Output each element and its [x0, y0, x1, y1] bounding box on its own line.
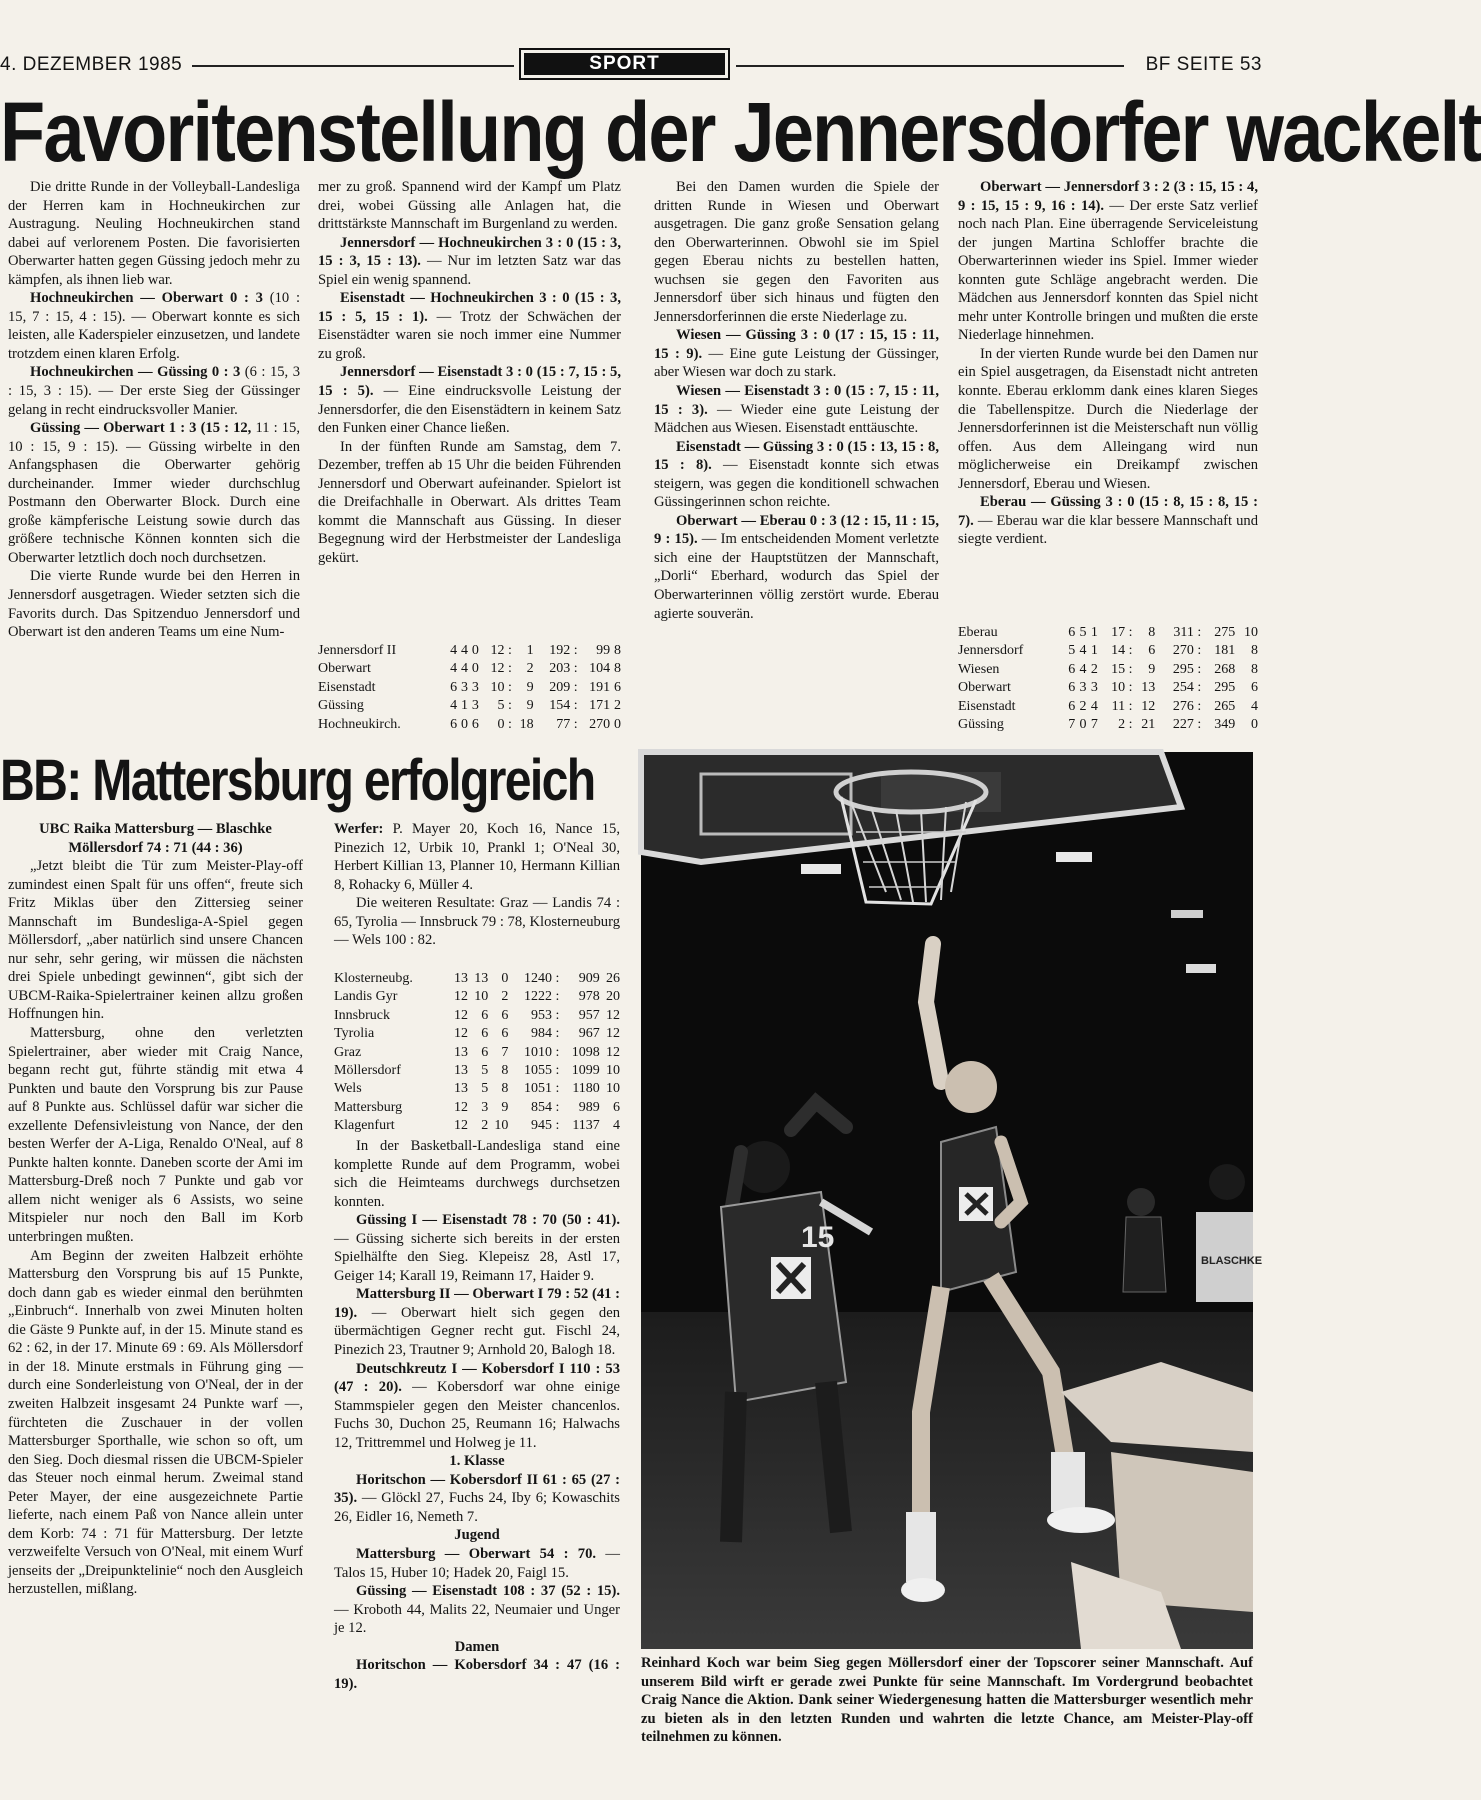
basketball-photo	[641, 752, 1263, 1649]
result-score: Oberwart — Jennersdorf 3 : 2 (3 : 15, 15 : 4, 9 : 15, 15 : 9, 16 : 14).	[958, 179, 1258, 214]
stat-cell: 12	[454, 1007, 469, 1023]
stat-cell: 18	[519, 716, 534, 732]
stat-cell: 6	[501, 1026, 509, 1042]
stat-cell: 209 :	[549, 679, 578, 695]
stat-cell: 3	[471, 698, 479, 714]
stat-cell: 6	[1068, 698, 1076, 714]
stat-cell: 275	[1214, 625, 1236, 640]
stat-cell: 4	[1251, 698, 1258, 714]
stat-cell: 6	[501, 1007, 509, 1023]
stat-cell: 268	[1214, 661, 1236, 677]
stat-cell: 8	[501, 1063, 509, 1079]
result-text: — Wieder eine gute Leistung der Mädchen aus Wiesen. Eisenstadt enttäuschte.	[654, 401, 940, 437]
result-paragraph	[334, 1360, 620, 1453]
stat-cell: 13	[454, 1063, 469, 1079]
stat-cell: 0 :	[497, 716, 512, 732]
stat-cell: 21	[1141, 717, 1156, 733]
result-score: Wiesen — Güssing 3 : 0 (17 : 15, 15 : 11, 15 : 9).	[654, 327, 939, 362]
paragraph: In der vierten Runde wurde bei den Damen nur ein Spiel ausgetragen, da Eisenstadt nicht antreten konnte. Eberau erklomm dank eines klaren Sieges die Tabellenspitze. Durch die Niederlage der Jennersdorferinnen ist die Meisterschaft nun völlig offen. Aus dem Alleingang wird nun möglicherweise ein Dreikampf zwischen Jennersdorf, Eberau und Wiesen.	[958, 345, 1258, 492]
subheading: Jugend	[454, 1527, 500, 1544]
stat-cell: 2	[614, 698, 621, 714]
stat-cell: 12	[606, 1044, 620, 1060]
stat-cell: 17 :	[1111, 625, 1133, 640]
stat-cell: 3	[471, 679, 479, 695]
result-paragraph	[958, 178, 1258, 345]
result-score: Hochneukirchen — Oberwart 0 : 3	[30, 290, 263, 307]
result-text: — Kroboth 44, Malits 22, Neumaier und Unger je 12.	[334, 1601, 620, 1637]
standings-row	[958, 642, 1258, 660]
result-text: — Trotz der Schwächen der Eisenstädter waren sie noch immer eine Nummer zu groß.	[318, 308, 622, 362]
article2-column-1	[8, 820, 303, 1599]
result-score: Mattersburg — Oberwart 54 : 70.	[356, 1546, 597, 1563]
stat-cell: 6	[481, 1044, 489, 1060]
standings-row	[318, 697, 621, 715]
stat-cell: 4	[1090, 698, 1098, 714]
result-text: — Güssing sicherte sich bereits in der ersten Spielhälfte den Sieg. Klepeisz 28, Astl 17, Geiger 14; Karall 19, Reimann 17, Haider 9.	[334, 1230, 620, 1284]
stat-cell: 5	[481, 1063, 489, 1079]
stat-cell: 5	[1068, 643, 1076, 659]
result-text: — Eberau war die klar bessere Mannschaft und siegte verdient.	[958, 512, 1258, 548]
stat-cell: 3	[460, 679, 468, 695]
team-name: Tyrolia	[334, 1026, 375, 1042]
result-paragraph	[334, 1545, 620, 1582]
team-name: Eisenstadt	[318, 679, 376, 695]
stat-cell: 5 :	[497, 698, 512, 714]
stat-cell: 6	[1251, 680, 1258, 696]
stat-cell: 1	[460, 698, 468, 714]
result-text: — Glöckl 27, Fuchs 24, Iby 6; Kowaschits 26, Eidler 16, Nemeth 7.	[334, 1490, 620, 1525]
stat-cell: 1	[1090, 643, 1098, 659]
result-text: (6 : 15, 3 : 15, 3 : 15). — Der erste Sieg der Güssinger gelang in recht eindrucksvoller Manier.	[8, 364, 300, 418]
paragraph: Bei den Damen wurden die Spiele der dritten Runde in Wiesen und Oberwart ausgetragen. Die ganz große Sensation gelang den Oberwarterinnen. Obwohl sie im Spiel gegen Eberau nichts zu bestellen hatten, wuchsen sie gegen den Favoriten aus Jennersdorf über sich hinaus und fügten den Jennersdorferinnen die erste Niederlage zu.	[654, 179, 939, 325]
paragraph: Am Beginn der zweiten Halbzeit erhöhte Mattersburg den Vorsprung bis auf 15 Punkte, doch dann gab es wieder einmal den berühmten „Einbruch“. Innerhalb von zwei Minuten holten die Gäste 9 Punkte auf, in der 15. Minute stand es 62 : 62, in der 17. Minute 69 : 69. Als Möllersdorf in der 18. Minute erstmals in Führung ging — durch eine Sonderleistung von O'Neal, der in der zweiten Halbzeit insgesamt 24 Punkte warf —, fürchteten die Zuschauer in der vollen Mattersburger Sporthalle, wie schon so oft, um den Sieg. Doch diesmal rissen die UBCM-Spieler das Steuer noch einmal herum. Zweimal stand Peter Mayer, der eine ausgezeichnete Partie lieferte, nach einem Paß von Nance allein unter dem Korb: 74 : 71 für Mattersburg. Der letzte verzweifelte Versuch von O'Neal, mit einem Wurf jenseits der „Dreipunktelinie“ noch den Ausgleich herzustellen, mißlang.	[8, 1247, 303, 1598]
standings-row	[334, 1007, 620, 1025]
standings-row	[318, 679, 621, 697]
stat-cell: 8	[614, 643, 621, 658]
stat-cell: 978	[578, 989, 600, 1005]
result-text: — Eine gute Leistung der Güssinger, aber Wiesen war doch zu stark.	[654, 345, 939, 381]
result-score: Eisenstadt — Hochneukirchen 3 : 0 (15 : 3, 15 : 5, 15 : 1).	[318, 290, 621, 325]
result-text: — Eine eindrucksvolle Leistung der Jennersdorfer, die den Eisenstädtern in keinem Satz den Funken einer Chance ließen.	[318, 383, 621, 437]
stat-cell: 4	[460, 661, 468, 677]
stat-cell: 0	[501, 971, 509, 986]
result-paragraph	[8, 289, 300, 363]
standings-row	[334, 988, 620, 1006]
stat-cell: 8	[614, 661, 621, 677]
paragraph: In der Basketball-Landesliga stand eine komplette Runde auf dem Programm, wobei sich die Heimteams durchwegs durchsetzen konnten.	[334, 1138, 620, 1210]
stat-cell: 5	[481, 1081, 489, 1097]
stat-cell: 14 :	[1111, 643, 1133, 659]
page-header	[0, 48, 1262, 82]
stat-cell: 2	[501, 989, 509, 1005]
result-text: — Kobersdorf war ohne einige Stammspieler gegen den Meister chancenlos. Fuchs 30, Duchon 25, Reumann 16; Halwachs 12, Trittremmel und Holweg je 11.	[334, 1379, 621, 1451]
paragraph: Die vierte Runde wurde bei den Herren in Jennersdorf ausgetragen. Wieder setzten sich die Favorits durch. Das Spitzenduo Jennersdorf und Oberwart ist den anderen Teams um eine Num-	[8, 568, 300, 641]
main-headline: Favoritenstellung der Jennersdorfer wackelt	[0, 85, 1481, 179]
result-score: Güssing — Oberwart 1 : 3 (15 : 12,	[30, 420, 252, 437]
stat-cell: 6	[614, 679, 621, 695]
stat-cell: 12	[454, 1099, 469, 1115]
result-score: Eberau — Güssing 3 : 0 (15 : 8, 15 : 8, 15 : 7).	[958, 494, 1258, 529]
jersey-number: 15	[801, 1221, 835, 1254]
result-paragraph	[318, 289, 621, 363]
stat-cell: 1	[1090, 625, 1098, 640]
stat-cell: 1055 :	[524, 1063, 560, 1079]
stat-cell: 181	[1214, 643, 1236, 659]
stat-cell: 4	[613, 1118, 620, 1134]
stat-cell: 270 :	[1172, 643, 1202, 659]
stat-cell: 1240 :	[524, 971, 560, 986]
stat-cell: 13	[474, 971, 489, 986]
team-name: Wels	[334, 1081, 362, 1097]
photo-illustration	[641, 752, 1263, 1649]
standings-row	[318, 660, 621, 678]
paragraph: mer zu groß. Spannend wird der Kampf um Platz drei, wobei Güssing alle Anlagen hat, die drittstärkste Mannschaft im Burgenland zu werden.	[318, 179, 621, 233]
subheading: Damen	[454, 1638, 500, 1655]
result-paragraph	[334, 1471, 620, 1527]
photo-caption: Reinhard Koch war beim Sieg gegen Möllersdorf einer der Topscorer seiner Mannschaft. Auf unserem Bild wirft er gerade zwei Punkte für seine Mannschaft. Im Vordergrund beobachtet Craig Nance die Aktion. Dank seiner Wiedergenesung hatten die Mattersburger wesentlich mehr zu bieten als in den letzten Runden und wahrten die letzte Chance, am Meister-Play-off teilnehmen zu können.	[641, 1655, 1253, 1746]
stat-cell: 154 :	[549, 698, 578, 714]
stat-cell: 0	[1251, 717, 1258, 733]
subheading: UBC Raika Mattersburg — Blaschke Möllersdorf 74 : 71 (44 : 36)	[39, 821, 272, 856]
header-rule-left	[192, 65, 514, 67]
result-text: — Im entscheidenden Moment verletzte sich eine der Hauptstützen der Mannschaft, „Dorli“ Eberhard, wodurch das Spiel der Oberwarterinnen völlig zerstört wurde. Eberau agierte souverän.	[654, 531, 939, 622]
team-name: Güssing	[318, 698, 364, 714]
stat-cell: 1010 :	[524, 1044, 560, 1060]
team-name: Mattersburg	[334, 1099, 403, 1115]
stat-cell: 7	[1090, 717, 1098, 733]
stat-cell: 953 :	[531, 1007, 560, 1023]
stat-cell: 26	[606, 971, 620, 986]
stat-cell: 203 :	[549, 661, 578, 677]
stat-cell: 10	[606, 1081, 620, 1097]
stat-cell: 4	[1079, 661, 1087, 677]
result-paragraph	[334, 1582, 620, 1638]
stat-cell: 311 :	[1173, 625, 1202, 640]
standings-row	[958, 698, 1258, 716]
standings-table-basketball	[334, 970, 620, 1136]
paragraph: Mattersburg, ohne den verletzten Spielertrainer, aber wieder mit Craig Nance, begann recht gut, führte ständig mit etwa 4 Punkten und baute den Vorsprung bis zur Pause auf 8 Punkte aus. Schlüssel dafür war sicher die exzellente Defensivleistung von Nance, der den besten Werfer der A-Liga, Renaldo O'Neal, auf 8 Punkte halten konnte. Daneben scorte der Ami im Mattersburg-Dreß noch 7 Punkte und gab vor allem nicht weniger als 6 Assists, wo seine Mitspieler nur noch den Ball im Korb unterbringen mußten.	[8, 1025, 303, 1246]
stat-cell: 4	[460, 643, 468, 658]
stat-cell: 13	[454, 971, 469, 986]
stat-cell: 12	[454, 1026, 469, 1042]
standings-row	[334, 1117, 620, 1135]
result-paragraph	[334, 1285, 620, 1359]
article2-column-2-bottom	[334, 1137, 620, 1693]
stat-cell: 967	[578, 1026, 600, 1042]
stat-cell: 12 :	[490, 661, 512, 677]
stat-cell: 20	[606, 989, 620, 1005]
result-paragraph	[318, 234, 621, 290]
stat-cell: 10	[606, 1063, 620, 1079]
stat-cell: 12	[454, 989, 469, 1005]
result-score: Eisenstadt — Güssing 3 : 0 (15 : 13, 15 : 8, 15 : 8).	[654, 438, 939, 474]
result-paragraph	[334, 1656, 620, 1693]
result-text: — Talos 15, Huber 10; Hadek 20, Faigl 15.	[334, 1546, 621, 1581]
result-score: Horitschon — Kobersdorf II 61 : 65 (27 : 35).	[334, 1471, 620, 1507]
stat-cell: 6	[613, 1099, 620, 1115]
result-paragraph	[8, 363, 300, 419]
team-name: Klosterneubg.	[334, 971, 413, 986]
standings-row	[318, 642, 621, 660]
standings-row	[318, 716, 621, 734]
stat-cell: 3	[1090, 680, 1098, 696]
standings-row	[334, 1025, 620, 1043]
stat-cell: 12 :	[490, 643, 512, 658]
team-name: Klagenfurt	[334, 1118, 395, 1134]
result-score: Wiesen — Eisenstadt 3 : 0 (15 : 7, 15 : 11, 15 : 3).	[654, 383, 939, 418]
standings-row	[334, 1099, 620, 1117]
stat-cell: 1099	[571, 1063, 600, 1079]
stat-cell: 989	[578, 1099, 600, 1115]
paragraph: Die weiteren Resultate: Graz — Landis 74 : 65, Tyrolia — Innsbruck 79 : 78, Klosterneuburg — Wels 100 : 82.	[334, 895, 620, 949]
team-name: Graz	[334, 1044, 362, 1060]
stat-cell: 192 :	[549, 643, 578, 658]
article2-column-2-top	[334, 820, 620, 950]
standings-row	[334, 1080, 620, 1098]
result-score: Jennersdorf — Eisenstadt 3 : 0 (15 : 7, 15 : 5, 15 : 5).	[318, 364, 621, 400]
header-rule-right	[736, 65, 1124, 67]
result-score: Mattersburg II — Oberwart I 79 : 52 (41 : 19).	[334, 1286, 620, 1321]
stat-cell: 6	[481, 1026, 489, 1042]
stat-cell: 12	[606, 1007, 620, 1023]
result-text: 11 : 15, 10 : 15, 9 : 15). — Güssing wirbelte in den Anfangsphasen die Oberwarter gehörig durcheinander. Immer wieder durchschlug Postmann den Oberwarter Block. Durch eine große kämpferische Leistung sowie durch das größere technische Können konnten sich die Oberwarter letztlich doch noch durchsetzen.	[8, 420, 301, 566]
stat-cell: 12	[1141, 698, 1156, 714]
stat-cell: 0	[471, 661, 479, 677]
stat-cell: 2 :	[1118, 717, 1133, 733]
issue-date: 4. DEZEMBER 1985	[0, 54, 183, 75]
team-name: Hochneukirch.	[318, 716, 401, 732]
stat-cell: 8	[501, 1081, 509, 1097]
stat-cell: 2	[481, 1118, 489, 1134]
result-score: Güssing I — Eisenstadt 78 : 70 (50 : 41).	[356, 1212, 620, 1229]
standings-row	[958, 624, 1258, 642]
team-name: Oberwart	[318, 661, 371, 677]
paragraph: Die dritte Runde in der Volleyball-Landesliga der Herren kam in Hochneukirchen zur Austragung. Neuling Hochneukirchen stand dabei auf verlorenem Posten. Die favorisierten Oberwarter hatten gegen Güssing jedoch mehr zu kämpfen, als ihnen lieb war.	[8, 179, 300, 288]
article1-column-1	[8, 178, 300, 642]
stat-cell: 8	[1251, 643, 1258, 659]
stat-cell: 4	[450, 698, 458, 714]
article1-column-3	[654, 178, 939, 623]
stat-cell: 0	[614, 716, 621, 732]
stat-cell: 957	[578, 1007, 600, 1023]
subheading: 1. Klasse	[449, 1453, 505, 1470]
stat-cell: 11 :	[1111, 698, 1133, 714]
stat-cell: 12	[606, 1026, 620, 1042]
result-text: (10 : 15, 7 : 15, 4 : 15). — Oberwart konnte es sich leisten, alle Kaderspieler einzusetzen, und landete trotzdem einen klaren Erfolg.	[8, 290, 300, 362]
result-text: P. Mayer 20, Koch 16, Nance 15, Pinezich 12, Urbik 10, Prankl 1; O'Neal 30, Herbert Killian 13, Planner 10, Hermann Killian 8, Rohacky 6, Müller 4.	[334, 821, 620, 893]
stat-cell: 1	[526, 643, 534, 658]
stat-cell: 10	[474, 989, 489, 1005]
stat-cell: 10 :	[490, 679, 512, 695]
stat-cell: 6	[471, 716, 479, 732]
result-paragraph	[654, 382, 939, 438]
result-paragraph	[654, 326, 939, 382]
stat-cell: 254 :	[1172, 680, 1202, 696]
stat-cell: 1180	[572, 1081, 600, 1097]
stat-cell: 0	[471, 643, 479, 658]
stat-cell: 3	[1079, 680, 1087, 696]
stat-cell: 909	[578, 971, 600, 986]
team-name: Eisenstadt	[958, 698, 1016, 714]
section-label: SPORT	[524, 53, 725, 75]
stat-cell: 13	[454, 1081, 469, 1097]
team-name: Landis Gyr	[334, 989, 398, 1005]
stat-cell: 4	[450, 643, 458, 658]
result-text: — Nur im letzten Satz war das Spiel ein wenig spannend.	[318, 253, 621, 288]
banner-text: BLASCHKE	[1201, 1255, 1263, 1267]
stat-cell: 1222 :	[524, 989, 560, 1005]
result-paragraph	[334, 820, 620, 894]
stat-cell: 5	[1079, 625, 1087, 640]
standings-row	[334, 1044, 620, 1062]
stat-cell: 945 :	[531, 1118, 560, 1134]
article1-column-4	[958, 178, 1258, 549]
stat-cell: 6	[481, 1007, 489, 1023]
result-paragraph	[654, 512, 939, 623]
stat-cell: 276 :	[1172, 698, 1202, 714]
stat-cell: 10 :	[1111, 680, 1133, 696]
team-name: Güssing	[958, 717, 1004, 733]
paragraph: „Jetzt bleibt die Tür zum Meister-Play-off zumindest einen Spalt für uns offen“, freute sich Fritz Miklas über den Zittersieg seiner Mannschaft im Bundesliga-A-Spiel gegen Möllersdorf, „aber natürlich sind unsere Chancen nur sehr, sehr gering, wir müssen die nächsten drei Spiele unbedingt gewinnen“, gibt sich der UBCM-Raika-Spielertrainer keinen allzu großen Hoffnungen hin.	[8, 858, 303, 1023]
paragraph: In der fünften Runde am Samstag, dem 7. Dezember, treffen ab 15 Uhr die beiden Führenden Jennersdorf und Oberwart aufeinander. Spielort ist die Dreifachhalle in Oberwart. Als drittes Team kommt die Mannschaft aus Güssing. In dieser Begegnung wird der Herbstmeister der Landesliga gekürt.	[318, 438, 621, 566]
stat-cell: 6	[1068, 680, 1076, 696]
stat-cell: 6	[1068, 625, 1076, 640]
stat-cell: 349	[1214, 717, 1236, 733]
team-name: Möllersdorf	[334, 1063, 401, 1079]
stat-cell: 12	[454, 1118, 469, 1134]
stat-cell: 104	[589, 661, 611, 677]
result-paragraph	[958, 493, 1258, 549]
stat-cell: 7	[1068, 717, 1076, 733]
stat-cell: 13	[454, 1044, 469, 1060]
stat-cell: 2	[526, 661, 534, 677]
stat-cell: 1137	[572, 1118, 600, 1134]
standings-row	[334, 1062, 620, 1080]
team-name: Wiesen	[958, 661, 1000, 677]
stat-cell: 77 :	[556, 716, 578, 732]
stat-cell: 2	[1079, 698, 1087, 714]
stat-cell: 6	[450, 716, 458, 732]
stat-cell: 265	[1214, 698, 1236, 714]
stat-cell: 295	[1214, 680, 1236, 696]
stat-cell: 7	[501, 1044, 509, 1060]
result-text: — Oberwart hielt sich gegen den übermächtigen Gegner recht gut. Fischl 24, Pinezich 23, Trautner 9; Arnhold 20, Balogh 18.	[334, 1304, 620, 1359]
stat-cell: 10	[1244, 625, 1258, 640]
team-name: Jennersdorf	[958, 643, 1024, 659]
standings-table-damen	[958, 624, 1258, 734]
result-paragraph	[334, 1211, 620, 1285]
stat-cell: 984 :	[531, 1026, 560, 1042]
result-score: Deutschkreutz I — Kobersdorf I 110 : 53 (47 : 20).	[334, 1360, 620, 1396]
stat-cell: 4	[450, 661, 458, 677]
result-score: Hochneukirchen — Güssing 0 : 3	[30, 364, 241, 381]
result-paragraph	[318, 363, 621, 437]
team-name: Innsbruck	[334, 1007, 390, 1023]
article1-column-2	[318, 178, 621, 567]
section-label-box	[519, 48, 730, 80]
result-text: — Eisenstadt konnte sich etwas steigern, was gegen die konditionell schwachen Güssingerinnen schon reichte.	[654, 457, 939, 511]
second-headline: BB: Mattersburg erfolgreich	[0, 748, 595, 813]
stat-cell: 9	[1148, 661, 1156, 677]
result-score: Werfer:	[334, 821, 384, 837]
standings-row	[334, 970, 620, 988]
stat-cell: 1098	[571, 1044, 600, 1060]
stat-cell: 8	[1148, 625, 1156, 640]
stat-cell: 3	[481, 1099, 489, 1115]
team-name: Jennersdorf II	[318, 643, 397, 658]
stat-cell: 171	[589, 698, 611, 714]
result-text: — Der erste Satz verlief noch nach Plan. Eine überragende Serviceleistung der jungen Martina Schloffer brachte die Oberwarterinnen wieder ins Spiel. Immer wieder konnten gute Schläge angebracht werden. Die Mädchen aus Jennersdorf konnten das Spiel nicht mehr unter Kontrolle bringen und mußten die erste Niederlage hinnehmen.	[958, 197, 1259, 344]
result-paragraph	[8, 419, 300, 567]
standings-row	[958, 661, 1258, 679]
stat-cell: 99	[596, 643, 611, 658]
stat-cell: 854 :	[531, 1099, 560, 1115]
result-score: Horitschon — Kobersdorf 34 : 47 (16 : 19).	[334, 1657, 620, 1692]
standings-table-herren	[318, 642, 621, 734]
stat-cell: 6	[450, 679, 458, 695]
team-name: Oberwart	[958, 680, 1011, 696]
team-name: Eberau	[958, 625, 998, 640]
stat-cell: 0	[1079, 717, 1087, 733]
stat-cell: 1051 :	[524, 1081, 560, 1097]
stat-cell: 13	[1141, 680, 1156, 696]
standings-row	[958, 716, 1258, 734]
stat-cell: 9	[501, 1099, 509, 1115]
stat-cell: 6	[1068, 661, 1076, 677]
stat-cell: 15 :	[1111, 661, 1133, 677]
result-score: Jennersdorf — Hochneukirchen 3 : 0 (15 : 3, 15 : 3, 15 : 13).	[318, 234, 621, 270]
stat-cell: 0	[460, 716, 468, 732]
stat-cell: 270	[589, 716, 611, 732]
stat-cell: 191	[589, 679, 611, 695]
standings-row	[958, 679, 1258, 697]
stat-cell: 295 :	[1172, 661, 1202, 677]
stat-cell: 10	[494, 1118, 509, 1134]
stat-cell: 4	[1079, 643, 1087, 659]
page-number: BF SEITE 53	[1145, 54, 1262, 75]
result-paragraph	[654, 438, 939, 512]
stat-cell: 6	[1148, 643, 1156, 659]
result-score: Güssing — Eisenstadt 108 : 37 (52 : 15).	[356, 1583, 620, 1600]
stat-cell: 9	[526, 698, 534, 714]
stat-cell: 2	[1090, 661, 1098, 677]
stat-cell: 227 :	[1172, 717, 1202, 733]
stat-cell: 8	[1251, 661, 1258, 677]
stat-cell: 9	[526, 679, 534, 695]
result-score: Oberwart — Eberau 0 : 3 (12 : 15, 11 : 15, 9 : 15).	[654, 512, 939, 548]
